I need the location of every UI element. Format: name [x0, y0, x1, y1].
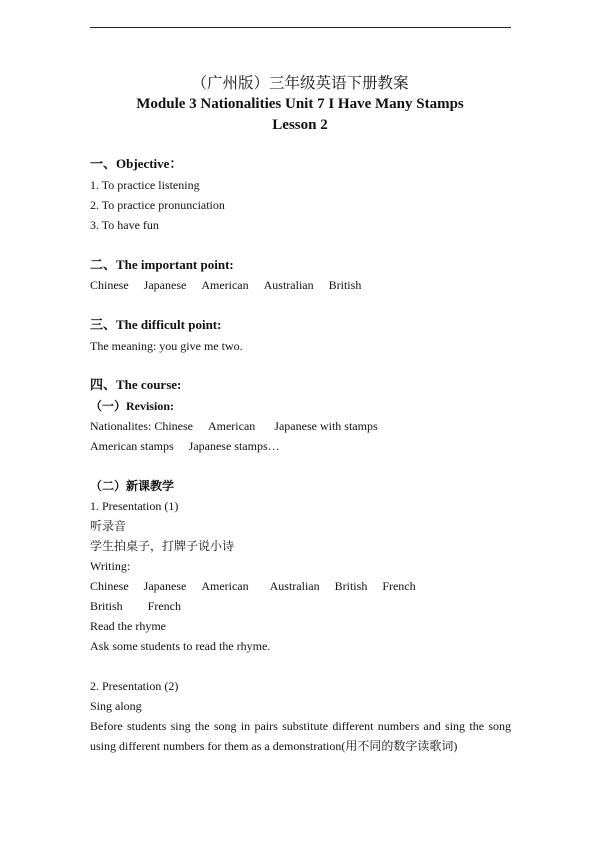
word: French — [147, 599, 181, 613]
header-rule — [90, 27, 511, 28]
revision-phrase: Nationalites: Chinese — [90, 419, 193, 433]
revision-line — [90, 438, 292, 454]
word: British — [328, 278, 362, 292]
ask-students: Ask some students to read the rhyme. — [90, 639, 271, 653]
lesson-title: Lesson 2 — [272, 117, 328, 133]
important-heading: 二、The important point: — [90, 257, 234, 272]
word: Japanese — [143, 278, 187, 292]
listen-recording: 听录音 — [90, 519, 127, 533]
title-english: Module 3 Nationalities Unit 7 I Have Many Stamps — [136, 96, 464, 112]
word: British — [334, 579, 368, 593]
important-words — [90, 277, 373, 293]
difficult-text: The meaning: you give me two. — [90, 339, 243, 353]
read-rhyme: Read the rhyme — [90, 619, 166, 633]
revision-phrase: Japanese stamps… — [188, 439, 280, 453]
word: Japanese — [143, 579, 187, 593]
writing-words — [90, 578, 428, 594]
word: Chinese — [90, 278, 129, 292]
word: American — [201, 278, 249, 292]
course-heading: 四、The course: — [90, 377, 182, 392]
presentation-1: 1. Presentation (1) — [90, 499, 179, 513]
writing-words — [90, 598, 193, 614]
title-chinese: （广州版）三年级英语下册教案 — [191, 75, 409, 92]
paragraph-line: Before students sing the song in pairs substitute different numbers and sing the song — [90, 719, 511, 733]
objective-item: 1. To practice listening — [90, 178, 200, 192]
word: Australian — [269, 579, 320, 593]
word: Australian — [263, 278, 314, 292]
word: British — [90, 599, 123, 613]
difficult-heading: 三、The difficult point: — [90, 317, 222, 332]
revision-line — [90, 418, 390, 434]
objective-item: 3. To have fun — [90, 218, 159, 232]
word: French — [382, 579, 416, 593]
student-activity: 学生拍桌子，打牌子说小诗 — [90, 539, 235, 553]
objective-heading: 一、Objective： — [90, 156, 183, 171]
revision-phrase: Japanese with stamps — [274, 419, 378, 433]
revision-heading: （一）Revision: — [90, 399, 175, 413]
word: American — [201, 579, 249, 593]
sing-along: Sing along — [90, 699, 142, 713]
word: Chinese — [90, 579, 129, 593]
writing-label: Writing: — [90, 559, 131, 573]
objective-item: 2. To practice pronunciation — [90, 198, 225, 212]
new-lesson-heading: （二）新课教学 — [90, 479, 175, 493]
presentation-2: 2. Presentation (2) — [90, 679, 179, 693]
revision-phrase: American — [207, 419, 256, 433]
revision-phrase: American stamps — [90, 439, 174, 453]
paragraph-line: using different numbers for them as a demonstration(用不同的数字读歌词) — [90, 739, 458, 753]
